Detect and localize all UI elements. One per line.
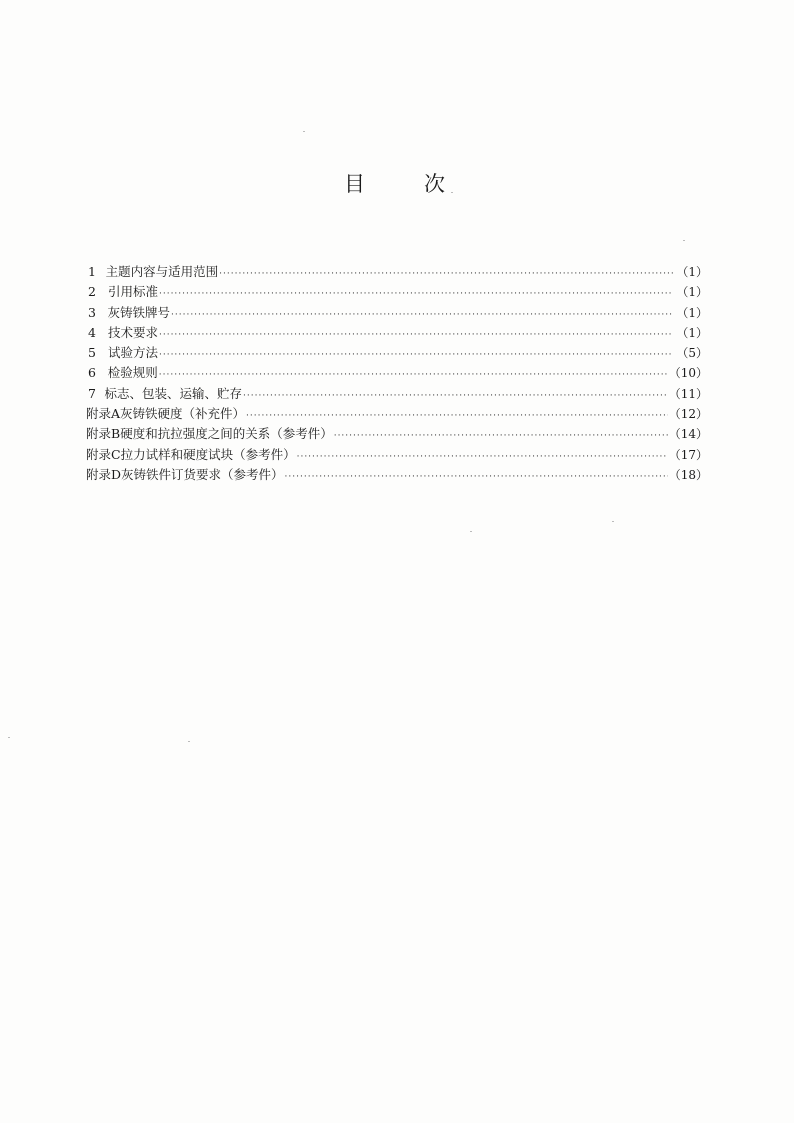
toc-number: 附录D: [86, 466, 122, 482]
toc-number: 4: [88, 324, 96, 340]
toc-entry-5[interactable]: [86, 343, 708, 363]
toc-entry-1[interactable]: [86, 262, 708, 282]
toc-number: 7: [88, 385, 96, 401]
toc-entry-appendix-c[interactable]: [86, 445, 708, 465]
toc-page-number: （11）: [668, 386, 708, 401]
toc-entry-7[interactable]: [86, 384, 708, 404]
toc-page-number: （1）: [676, 285, 708, 300]
toc-page-number: （17）: [668, 447, 708, 462]
toc-title: 技术要求: [107, 324, 158, 340]
toc-number: 附录C: [86, 446, 121, 462]
title-char-2: 次: [424, 172, 445, 196]
toc-title: 检验规则: [107, 365, 158, 381]
toc-entry-3[interactable]: [86, 303, 708, 323]
toc-leader-dots: [159, 284, 673, 304]
toc-entry-6[interactable]: [86, 363, 708, 383]
toc-leader-dots: [159, 365, 668, 385]
toc-page-number: （1）: [676, 305, 708, 320]
toc-page-number: （18）: [668, 467, 708, 482]
toc-entry-2[interactable]: [86, 282, 708, 302]
title-char-1: 目: [344, 172, 365, 196]
toc-title: 硬度和抗拉强度之间的关系（参考件）: [120, 426, 333, 442]
toc-leader-dots: [243, 386, 668, 406]
toc-title: 主题内容与适用范围: [105, 264, 219, 279]
toc-leader-dots: [334, 426, 668, 446]
toc-page-number: （12）: [668, 407, 708, 422]
toc-page-number: （1）: [676, 325, 708, 340]
toc-title: 标志、包装、运输、贮存: [104, 385, 243, 401]
scan-speck: [451, 192, 453, 193]
toc-entry-appendix-a[interactable]: [86, 404, 708, 424]
toc-page-number: （1）: [676, 265, 708, 279]
toc-title: 引用标准: [107, 284, 158, 300]
toc-number: 3: [88, 304, 96, 320]
toc-page-number: （10）: [668, 366, 708, 381]
toc-leader-dots: [159, 345, 673, 365]
toc-entry-appendix-d[interactable]: [86, 465, 708, 485]
toc-entry-4[interactable]: [86, 323, 708, 343]
toc-leader-dots: [159, 325, 673, 345]
toc-page-number: （14）: [668, 427, 708, 442]
scan-speck: [683, 240, 685, 241]
scan-speck: [188, 741, 190, 742]
toc-leader-dots: [219, 264, 673, 284]
toc-title: 灰铸铁件订货要求（参考件）: [121, 466, 284, 482]
toc-number: 附录B: [86, 426, 121, 442]
toc-title: 灰铸铁硬度（补充件）: [120, 406, 246, 422]
toc-title: 灰铸铁牌号: [107, 304, 171, 320]
toc-page-number: （5）: [676, 346, 708, 361]
scan-speck: [8, 737, 10, 738]
toc-number: 6: [88, 365, 96, 381]
table-of-contents: [86, 262, 708, 485]
toc-leader-dots: [246, 406, 668, 426]
toc-number: 1: [88, 264, 96, 279]
toc-title: 拉力试样和硬度试块（参考件）: [120, 446, 296, 462]
toc-entry-appendix-b[interactable]: [86, 424, 708, 444]
toc-number: 5: [88, 345, 96, 361]
toc-leader-dots: [285, 467, 668, 487]
toc-number: 2: [88, 284, 96, 300]
toc-number: 附录A: [86, 406, 121, 422]
toc-leader-dots: [171, 305, 673, 325]
scan-speck: [470, 531, 472, 532]
toc-title: 试验方法: [107, 345, 158, 361]
toc-leader-dots: [297, 447, 668, 467]
scan-speck: [303, 131, 305, 132]
scan-speck: [612, 521, 614, 522]
